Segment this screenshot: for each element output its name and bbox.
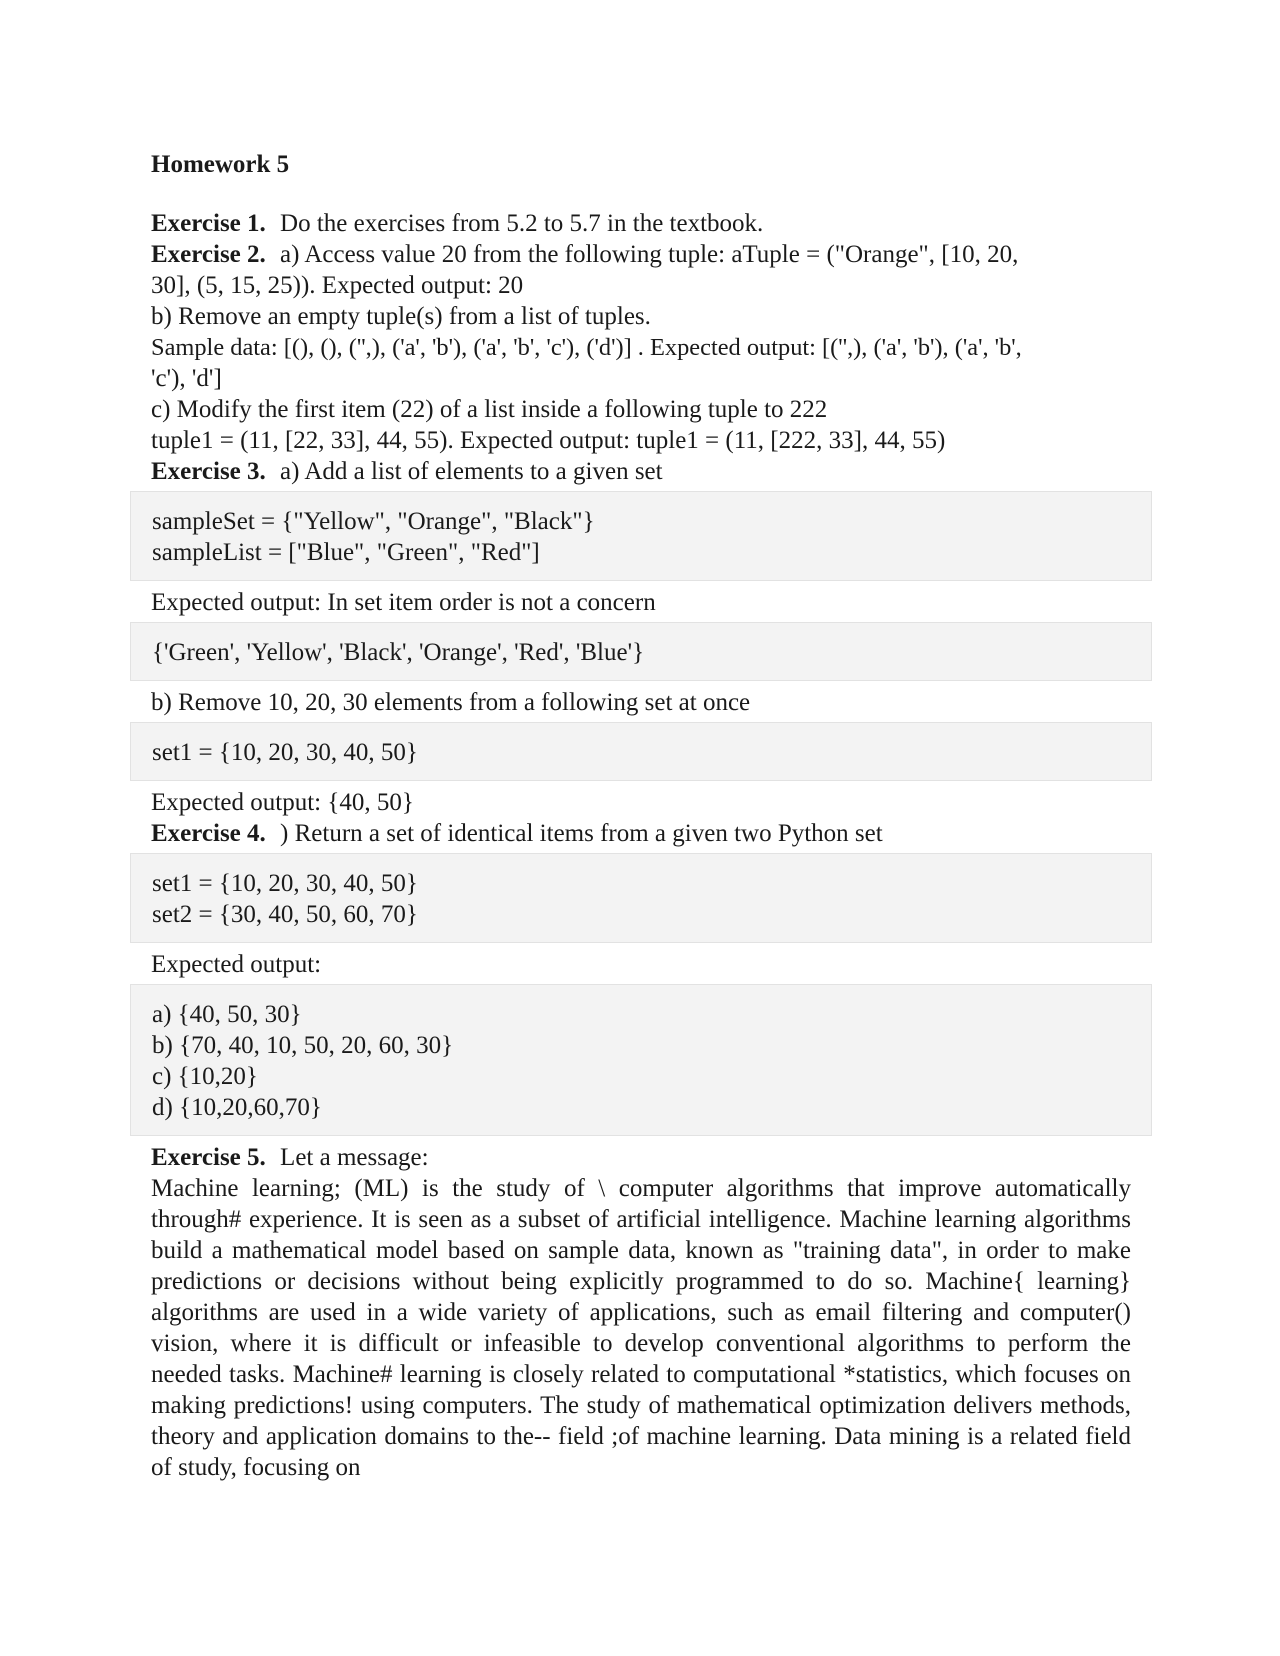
exercise-5-label: Exercise 5. [151, 1144, 266, 1171]
document-page [151, 148, 1131, 1483]
code-line: set1 = {10, 20, 30, 40, 50} [152, 870, 418, 897]
exercise-4-expected: Expected output: [151, 951, 322, 978]
option-b: b) {70, 40, 10, 50, 20, 60, 30} [152, 1032, 454, 1059]
exercise-4-text: ) Return a set of identical items from a given two Python set [280, 820, 883, 847]
exercise-2 [151, 239, 1131, 456]
code-line: sampleSet = {"Yellow", "Orange", "Black"} [152, 508, 595, 535]
exercise-2-label: Exercise 2. [151, 241, 266, 268]
exercise-2-b-line1: b) Remove an empty tuple(s) from a list of tuples. [151, 303, 651, 330]
code-block-expected-set [130, 622, 1152, 681]
exercise-4 [151, 818, 1131, 1136]
code-line: {'Green', 'Yellow', 'Black', 'Orange', 'Red', 'Blue'} [152, 639, 645, 666]
exercise-2-b-line2: Sample data: [(), (), ('',), ('a', 'b'), ('a', 'b', 'c'), ('d')] . Expected output: [('',), ('a', 'b'), ('a', 'b', [151, 334, 1022, 361]
exercise-4-label: Exercise 4. [151, 820, 266, 847]
code-block-sample-set [130, 491, 1152, 581]
exercise-3-expected-1: Expected output: In set item order is not a concern [151, 589, 656, 616]
exercise-2-c-line2: tuple1 = (11, [22, 33], 44, 55). Expected output: tuple1 = (11, [222, 33], 44, 55) [151, 427, 946, 454]
exercise-5-text: Let a message: [280, 1144, 429, 1171]
exercise-2-b-line3: 'c'), 'd'] [151, 365, 222, 392]
exercise-1-label: Exercise 1. [151, 210, 266, 237]
exercise-3-b-text: b) Remove 10, 20, 30 elements from a following set at once [151, 689, 751, 716]
code-block-options [130, 984, 1152, 1136]
code-block-two-sets [130, 853, 1152, 943]
exercise-3-a-text: a) Add a list of elements to a given set [280, 458, 663, 485]
option-c: c) {10,20} [152, 1063, 258, 1090]
exercise-5-paragraph: Machine learning; (ML) is the study of \ computer algorithms that improve automatically through# experience. It is seen as a subset of artificial intelligence. Machine learning algorithms build a mathematical model based on sample data, known as "training data", in order to make predictions or decisions without being explicitly programmed to do so. Machine{ learning} algorithms are used in a wide variety of applications, such as email filtering and computer() vision, where it is difficult or infeasible to develop conventional algorithms to perform the needed tasks. Machine# learning is closely related to computational *statistics, which focuses on making predictions! using computers. The study of mathematical optimization delivers methods, theory and application domains to the-- field ;of machine learning. Data mining is a related field of study, focusing on [151, 1175, 1131, 1481]
exercise-2-a-line1: a) Access value 20 from the following tuple: aTuple = ("Orange", [10, 20, [280, 241, 1019, 268]
code-block-set1 [130, 722, 1152, 781]
exercise-2-a-line2: 30], (5, 15, 25)). Expected output: 20 [151, 272, 524, 299]
exercise-1-text: Do the exercises from 5.2 to 5.7 in the textbook. [280, 210, 764, 237]
option-a: a) {40, 50, 30} [152, 1001, 302, 1028]
option-d: d) {10,20,60,70} [152, 1094, 322, 1121]
exercise-2-c-line1: c) Modify the first item (22) of a list inside a following tuple to 222 [151, 396, 828, 423]
exercise-3 [151, 456, 1131, 818]
exercise-1 [151, 208, 1131, 239]
code-line: sampleList = ["Blue", "Green", "Red"] [152, 539, 540, 566]
code-line: set1 = {10, 20, 30, 40, 50} [152, 739, 418, 766]
code-line: set2 = {30, 40, 50, 60, 70} [152, 901, 418, 928]
exercise-5 [151, 1142, 1131, 1483]
exercise-3-expected-2: Expected output: {40, 50} [151, 789, 414, 816]
document-title: Homework 5 [151, 151, 290, 178]
exercise-3-label: Exercise 3. [151, 458, 266, 485]
